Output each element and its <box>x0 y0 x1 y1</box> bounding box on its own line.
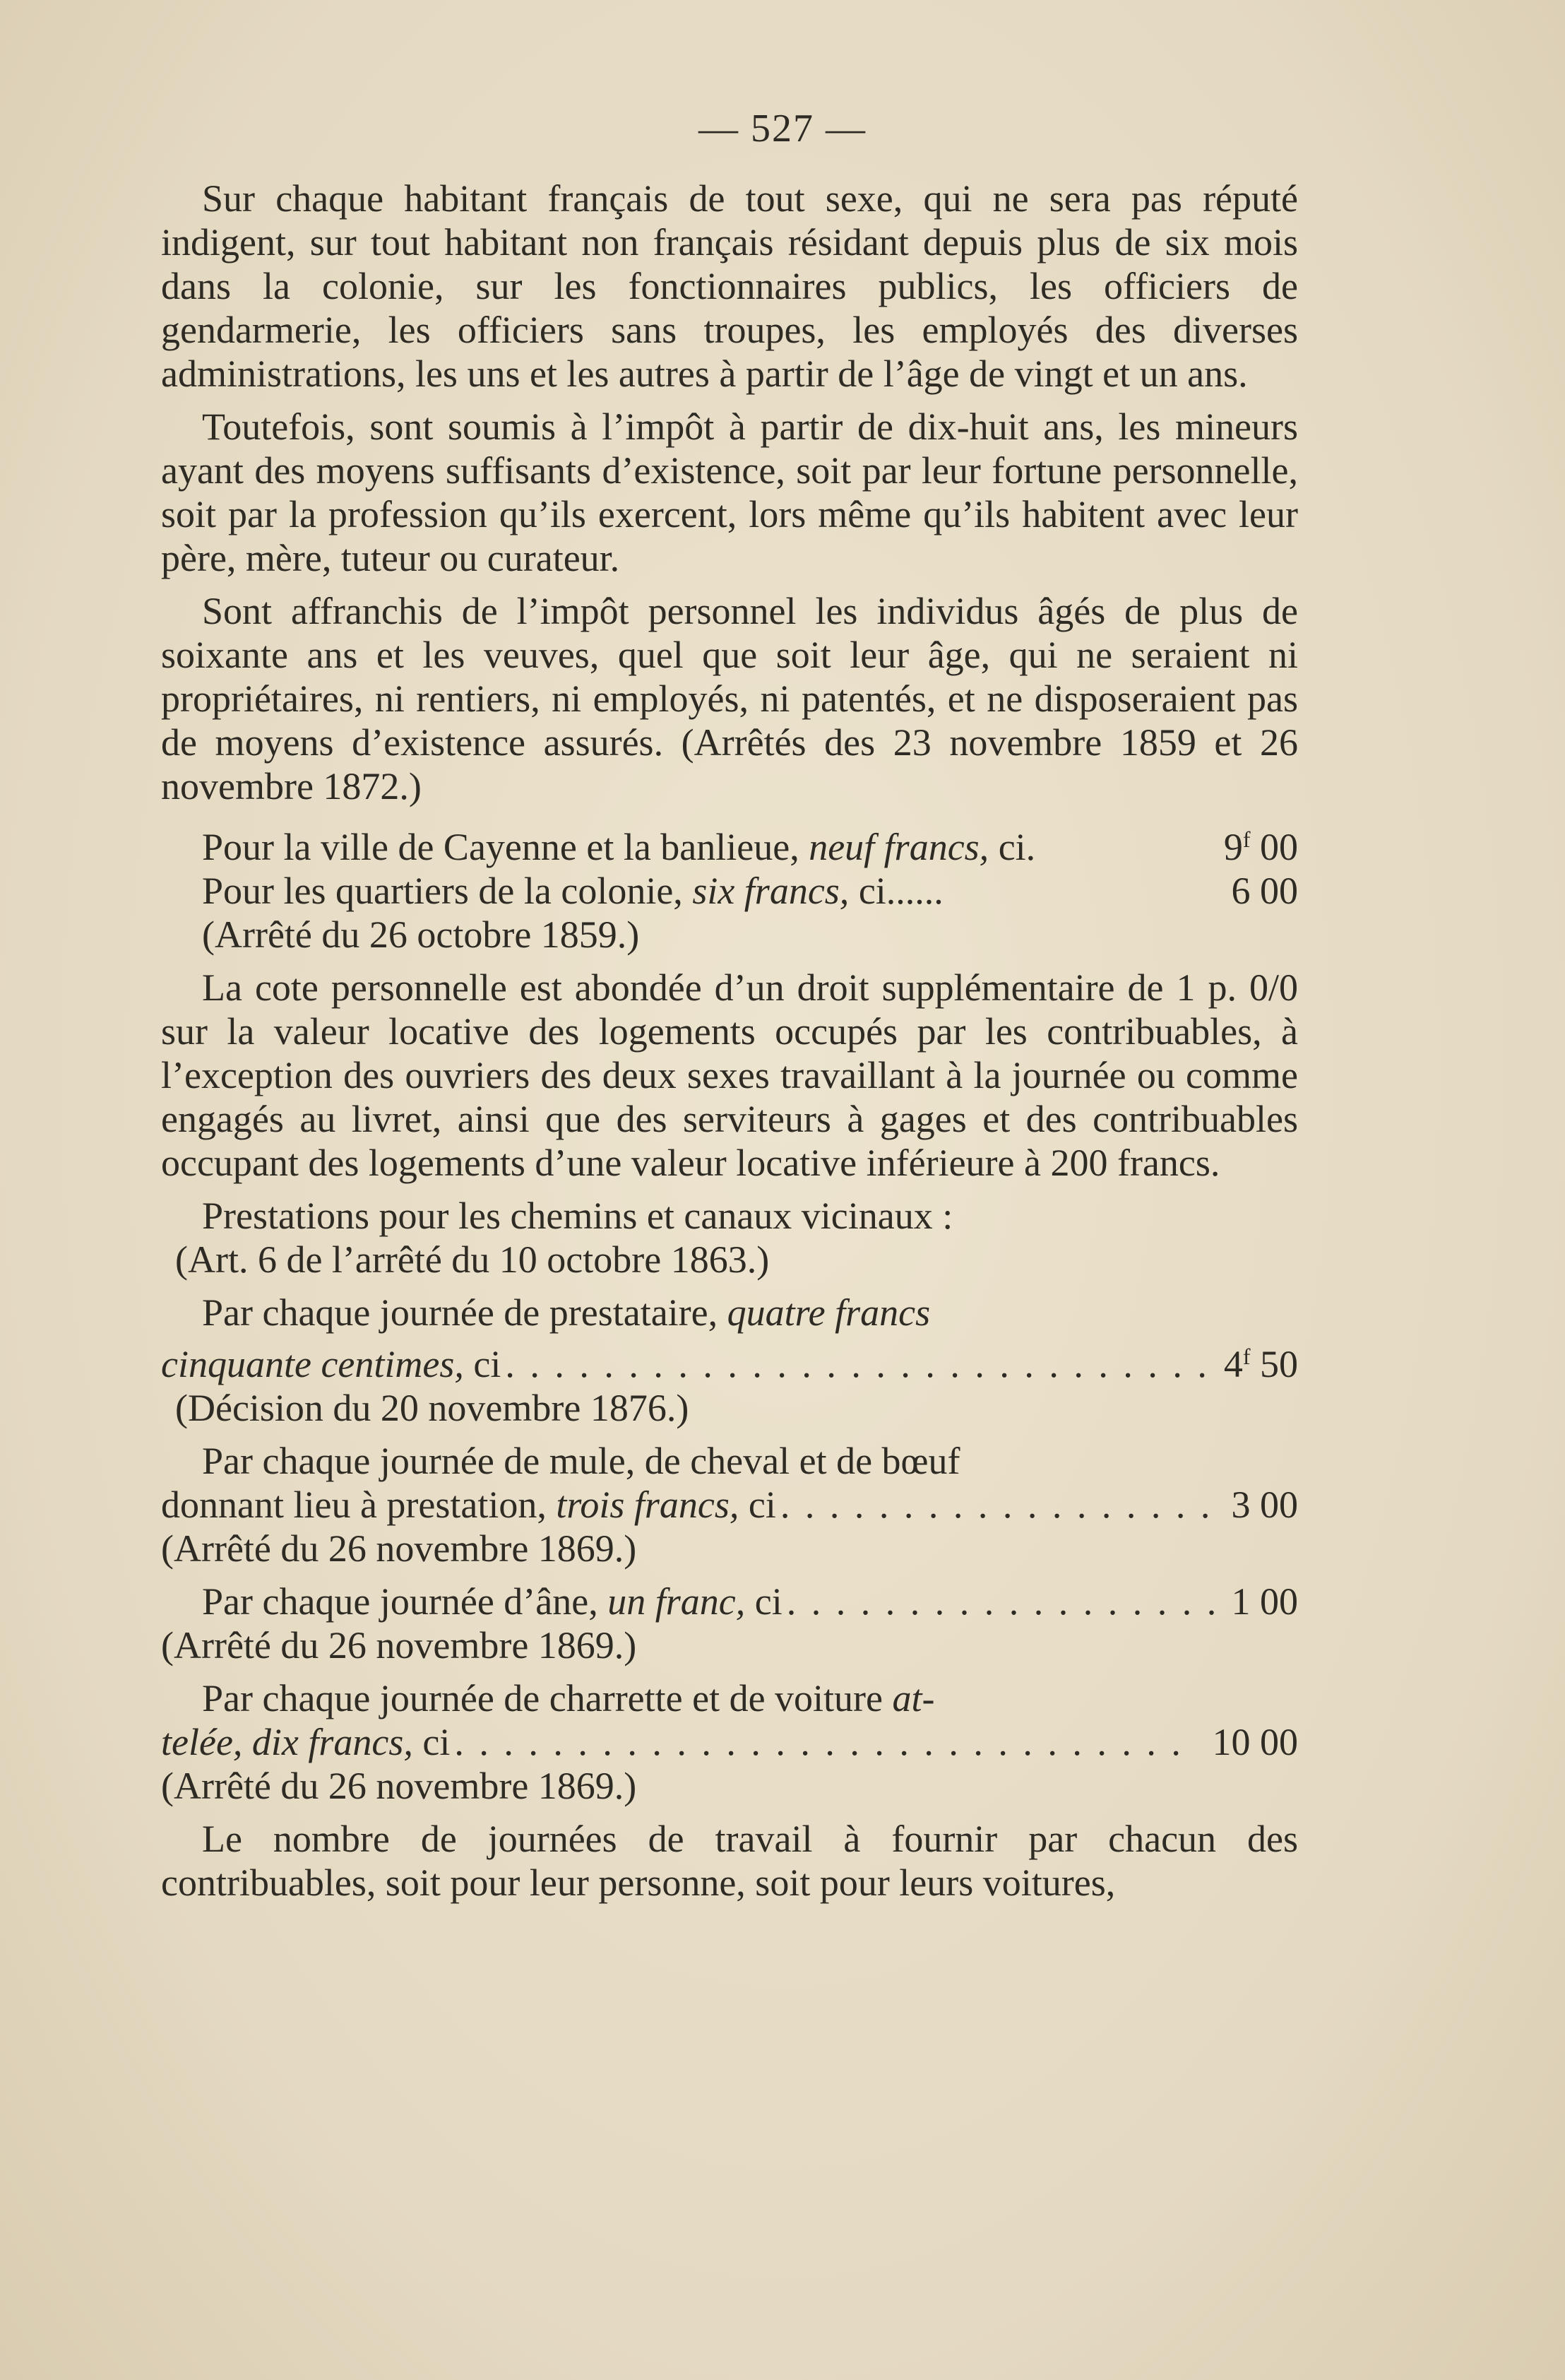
rate-cayenne-amount: 9$^f$ 00 <box>1223 826 1298 868</box>
paragraph-supplementary-duty: La cote personnelle est abondée d’un droit supplémentaire de 1 p. 0/0 sur la valeur locative des logements occupés par les contribuables, à l’exception des ouvriers des deux sexes travaillant à la journée ou comme engagés au livret, ainsi que des serviteurs à gages et des contribuables occupant des logements d’une valeur locative inférieure à 200 francs. <box>161 966 1298 1184</box>
prestation-amount: 1 00 <box>1231 1580 1298 1623</box>
rate-cayenne <box>161 817 1298 869</box>
note-art-6: (Art. 6 de l’arrêté du 10 octobre 1863.) <box>175 1238 770 1281</box>
prestation-amount: 10 00 <box>1212 1721 1298 1763</box>
rate-quartiers-label: Pour les quartiers de la colonie, six francs, ci...... <box>202 870 944 912</box>
paragraph-prestations: Prestations pour les chemins et canaux vicinaux : <box>202 1195 953 1237</box>
leader-dots <box>780 1483 1218 1527</box>
leader-dots <box>454 1720 1198 1764</box>
prestation-item-prestataire: Par chaque journée de prestataire, quatre francs cinquante centimes, ci . . . 4$^f$ 50 (Décision du 20 novembre 1876.) <box>161 1291 1298 1430</box>
paragraph-minors: Toutefois, sont soumis à l’impôt à partir de dix-huit ans, les mineurs ayant des moyens suffisants d’existence, soit par leur fortune personnelle, soit par la profession qu’ils exercent, lors même qu’ils habitent avec leur père, mère, tuteur ou curateur. <box>161 405 1298 579</box>
paragraph-work-days: Le nombre de journées de travail à fournir par chacun des contribuables, soit pour leur personne, soit pour leurs voitures, <box>161 1818 1298 1904</box>
prestation-note: (Arrêté du 26 novembre 1869.) <box>161 1624 637 1666</box>
page-number: — 527 — <box>698 107 867 150</box>
rate-cayenne-label: Pour la ville de Cayenne et la banlieue, neuf francs, ci. <box>202 826 1036 868</box>
prestation-amount: 4$^f$ 50 <box>1223 1343 1298 1385</box>
prestation-note: (Décision du 20 novembre 1876.) <box>175 1387 689 1429</box>
prestation-item-ane: Par chaque journée d’âne, un franc, ci . . . 1 00 (Arrêté du 26 novembre 1869.) <box>161 1580 1298 1667</box>
prestation-item-charrette-voiture: Par chaque journée de charrette et de voiture at- telée, dix francs, ci . . . 10 00 (Arrêté du 26 novembre 1869.) <box>161 1676 1298 1808</box>
leader-dots <box>505 1342 1209 1386</box>
note-decree-1859: (Arrêté du 26 octobre 1859.) <box>202 913 640 956</box>
rate-quartiers <box>161 869 1298 913</box>
prestation-item-mule-cheval-boeuf: Par chaque journée de mule, de cheval et de bœuf donnant lieu à prestation, trois francs, ci . . . 3 00 (Arrêté du 26 novembre 1869.) <box>161 1439 1298 1570</box>
page-body <box>161 177 1298 1914</box>
prestation-amount: 3 00 <box>1231 1484 1298 1526</box>
paragraph-exemptions: Sont affranchis de l’impôt personnel les individus âgés de plus de soixante ans et les veuves, quel que soit leur âge, qui ne seraient ni propriétaires, ni rentiers, ni employés, ni patentés, et ne disposeraient pas de moyens d’existence assurés. (Arrêtés des 23 novembre 1859 et 26 novembre 1872.) <box>161 590 1298 807</box>
leader-dots <box>787 1580 1218 1623</box>
prestation-note: (Arrêté du 26 novembre 1869.) <box>161 1527 637 1570</box>
paragraph-tax-scope: Sur chaque habitant français de tout sexe, qui ne sera pas réputé indigent, sur tout habitant non français résidant depuis plus de six mois dans la colonie, sur les fonctionnaires publics, les officiers de gendarmerie, les officiers sans troupes, les employés des diverses administrations, les uns et les autres à partir de l’âge de vingt et un ans. <box>161 177 1298 395</box>
rate-quartiers-amount: 6 00 <box>1231 870 1298 912</box>
prestation-note: (Arrêté du 26 novembre 1869.) <box>161 1765 637 1807</box>
